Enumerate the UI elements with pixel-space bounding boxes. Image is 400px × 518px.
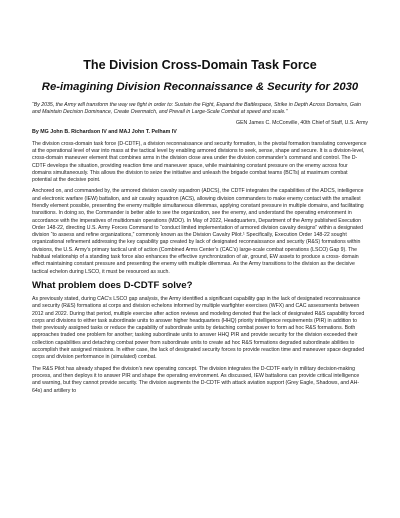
epigraph-quote: “By 2035, the Army will transform the way we fight in order to: Sustain the Fight, Expand the Battlespace, Strike in Depth Across Domains, Gain and Maintain Decision Dominance, Create Overmatch, and Prevail in Large-Scale Combat at speed and scale.”	[32, 102, 361, 116]
quote-attribution: GEN James C. McConville, 40th Chief of Staff, U.S. Army	[236, 119, 368, 126]
section-paragraph-2: The R&S Pilot has already shaped the division’s new operating concept. The division integrates the D-CDTF early in military decision-making process, and then deploys it to answer PIR and shape the operating environment. As discussed, IEW battalions can provide critical intelligence and warning, but they cannot provide security. The division augments the D-CDTF with attack aviation support (Grey Eagle, Shadows, and AH-64s) and artillery to	[32, 365, 360, 394]
body-paragraph-1: The division cross-domain task force (D-CDTF), a division reconnaissance and security formation, is the pivotal formation translating convergence at the operational level of war into mass at the tactical level by enabling armored divisions to seek, sense, shape and secure. It is a division-level, cross-domain maneuver element that combines arms in the division close area under the division commander’s command and control. The D-CDTF develops the situation, providing reaction time and maneuver space, while maintaining constant pressure on the enemy across four domains simultaneously. This allows the division to seize the initiative and unleash the brigade combat teams (BCTs) at maximum combat potential at the decisive point.	[32, 140, 367, 184]
body-paragraph-2: Anchored on, and commanded by, the armored division cavalry squadron (ADCS), the CDTF integrates the capabilities of the ADCS, intelligence and electronic warfare (IEW) battalion, and air cavalry squadron (ACS), allowing division commanders to make enemy contact with the smallest friendly element possible, presenting the enemy multiple simultaneous dilemmas, applying constant pressure in multiple domains, and facilitating transitions. In doing so, the Commander is better able to see the organization, see the enemy, and understand the operating environment in accordance with the imperatives of multidomain operations (MDO). In May of 2022, Headquarters, Department of the Army published Execution Order 148-22, directing U.S. Army Forces Command to “conduct limited implementation of armored division cavalry designs” within a designated division “to assess and refine organizations,” commonly known as the Division Cavalry Pilot.¹ Specifically, Execution Order 148-22 sought organizational refinement addressing the key capability gap created by lack of designated reconnaissance and security (R&S) formations within divisions, the U.S. Army’s primary tactical unit of action (Combined Arms Center’s (CAC’s) large-scale combat operations (LSCO) Gap 9). The habitual relationship of a standing task force also enhances the effective synchronization of air, ground, EW assets to produce a cross- domain effect maintaining constant pressure and presenting the enemy with multiple dilemmas. As the Army transitions to the division as the decisive tactical echelon during LSCO, it must be resourced as such.	[32, 188, 364, 275]
author-byline: By MG John B. Richardson IV and MAJ John T. Pelham IV	[32, 129, 177, 136]
document-title: The Division Cross-Domain Task Force	[83, 58, 317, 72]
document-subtitle: Re-imagining Division Reconnaissance & Security for 2030	[41, 81, 359, 93]
section-paragraph-1: As previously stated, during CAC’s LSCO gap analysis, the Army identified a significant capability gap in the lack of designated reconnaissance and security (R&S) formations at corps and division echelons informed by multiple warfighter exercises (WFX) and CAC assessments between 2012 and 2022. During that period, multiple exercise after action reviews and modeling denoted that the lack of designated R&S capability forced corps and divisions to either task subordinate units to answer higher headquarters (HHQ) priority intelligence requirements (PIR) in addition to their previously assigned tasks or reduce the capability of subordinate units by detaching combat power to form ad hoc R&S formations. Both approaches traded one problem for another; tasking subordinate units to answer HHQ PIR and provide security for the division exceeded their collection capabilities and detaching combat power from subordinate units to create ad hoc R&S formations degraded subordinate abilities to accomplish their assigned missions. In either case, the lack of designated security forces to provide reaction time and maneuver space degraded corps and division performance in (simulated) combat.	[32, 295, 365, 361]
section-heading: What problem does D-CDTF solve?	[32, 279, 193, 291]
